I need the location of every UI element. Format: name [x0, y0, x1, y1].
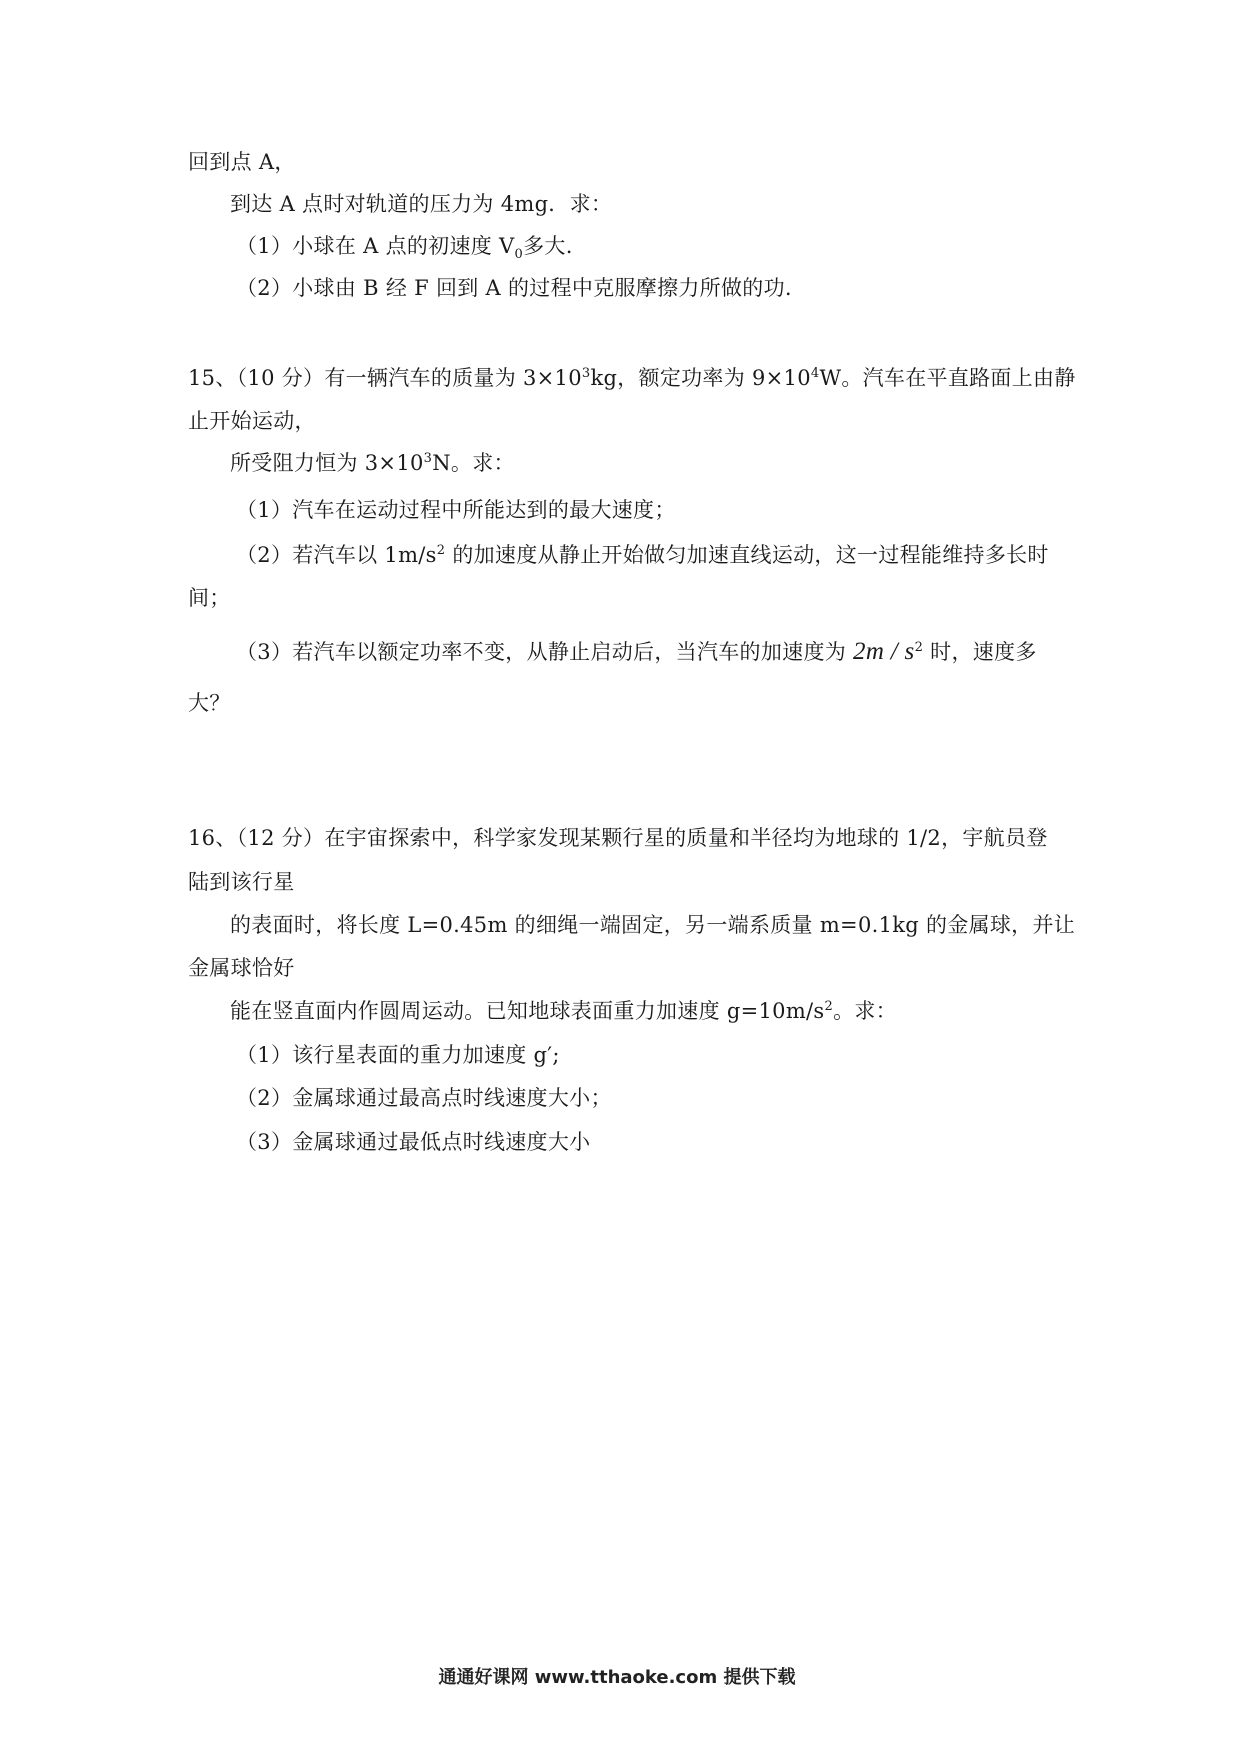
problem15-line-2: 止开始运动，	[188, 409, 316, 433]
continuation-line-b: 到达 A 点时对轨道的压力为 4mg．求：	[230, 192, 613, 216]
problem16-line-4: 金属球恰好	[188, 956, 295, 980]
problem16-line-3: 的表面时，将长度 L=0.45m 的细绳一端固定，另一端系质量 m=0.1kg 的金属球，并让	[230, 913, 1076, 937]
acceleration-formula: 2m / s	[853, 638, 915, 665]
problem14-question-2: （2）小球由 B 经 F 回到 A 的过程中克服摩擦力所做的功.	[236, 276, 792, 300]
problem16-question-2: （2）金属球通过最高点时线速度大小；	[236, 1086, 612, 1110]
problem16-line-5: 能在竖直面内作圆周运动。已知地球表面重力加速度 $g=10m/s^2$。求：	[230, 999, 897, 1023]
problem15-question-1: （1）汽车在运动过程中所能达到的最大速度；	[236, 498, 676, 522]
problem15-question-2-continued: 间；	[188, 586, 231, 610]
problem14-question-1: （1）小球在 A 点的初速度 $V_0$多大.	[236, 234, 573, 263]
problem16-line-1: 16、（12 分）在宇宙探索中，科学家发现某颗行星的质量和半径均为地球的 1/2，宇航员登	[188, 826, 1048, 850]
problem15-question-3: （3）若汽车以额定功率不变，从静止启动后，当汽车的加速度为 $2m / s^2$ 时，速度多	[236, 638, 1037, 665]
problem16-question-1: （1）该行星表面的重力加速度 g′;	[236, 1043, 560, 1067]
continuation-line-a: 回到点 A，	[188, 150, 296, 174]
problem15-question-2: （2）若汽车以 $1m/s^2$ 的加速度从静止开始做匀加速直线运动，这一过程能维持多长时	[236, 543, 1049, 567]
problem16-question-3: （3）金属球通过最低点时线速度大小	[236, 1130, 591, 1154]
problem16-line-2: 陆到该行星	[188, 870, 295, 894]
page-footer: 通通好课网 www.tthaoke.com 提供下载	[438, 1667, 796, 1688]
problem15-line-3: 所受阻力恒为 $3\times 10^3N$。求：	[230, 451, 515, 475]
problem15-line-1: 15、（10 分）有一辆汽车的质量为 $3\times 10^3kg$，额定功率为 $9\times 10^4W$。汽车在平直路面上由静	[188, 366, 1076, 390]
problem15-question-3-continued: 大？	[188, 691, 231, 715]
